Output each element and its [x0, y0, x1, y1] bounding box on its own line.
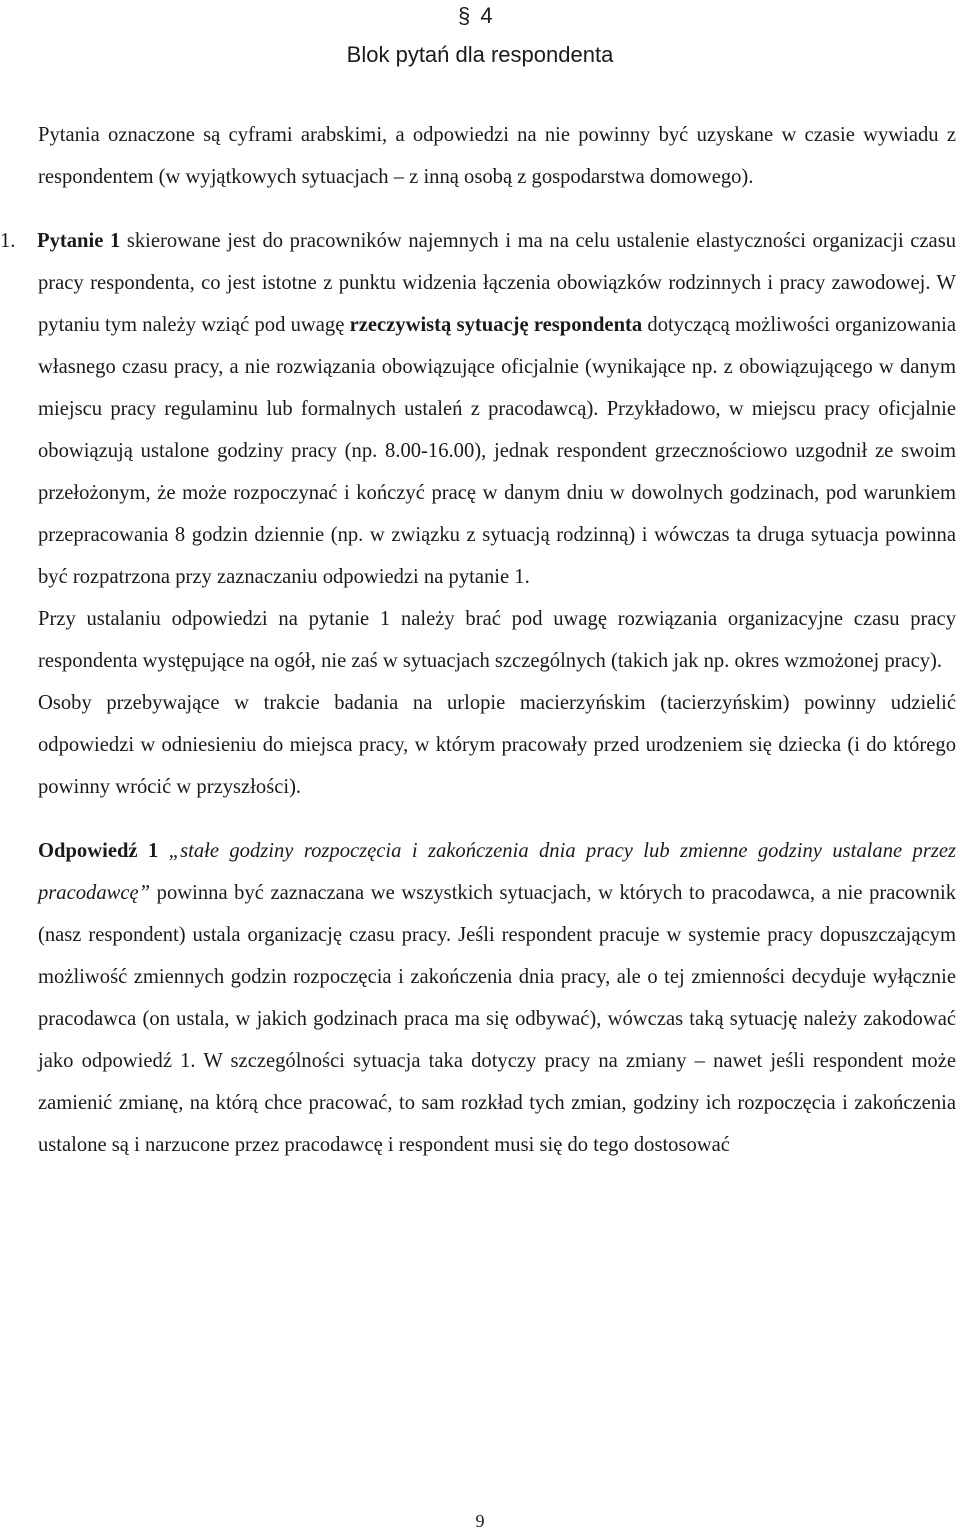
paragraph-4-text: powinna być zaznaczana we wszystkich sytuacjach, w których to pracodawca, a nie pracownik (nasz respondent) ustala organizację czasu pracy. Jeśli respondent pracuje w systemie pracy dopuszczającym możliwość zmiennych godzin rozpoczęcia i zakończenia dnia pracy, ale o tej zmienności decyduje wyłącznie pracodawca (on ustala, w jakich godzinach praca ma się odbywać), wówczas taką sytuację należy zakodować jako odpowiedź 1. W szczególności sytuacja taka dotyczy pracy na zmiany – nawet jeśli respondent może zamienić zmianę, na którą chce pracować, to sam rozkład tych zmian, godziny ich rozpoczęcia i zakończenia ustalone są i narzucone przez pracodawcę i respondent musi się do tego dostosować	[38, 882, 956, 1156]
section-marker: § 4	[458, 3, 495, 28]
paragraph-2: Przy ustalaniu odpowiedzi na pytanie 1 należy brać pod uwagę rozwiązania organizacyjne czasu pracy respondenta występujące na ogół, nie zaś w sytuacjach szczególnych (takich jak np. okres wzmożonej pracy).	[38, 608, 956, 672]
item1-text-b: dotyczącą możliwości organizowania własnego czasu pracy, a nie rozwiązania obowiązujące oficjalnie (wynikające np. z obowiązującego w danym miejscu pracy regulaminu lub formalnych ustaleń z pracodawcą). Przykładowo, w miejscu pracy oficjalnie obowiązują ustalone godziny pracy (np. 8.00-16.00), jednak respondent grzecznościowo uzgodnił ze swoim przełożonym, że może rozpoczynać i kończyć pracę w danym dniu w dowolnych godzinach, pod warunkiem przepracowania 8 godzin dziennie (np. w związku z sytuacją rodzinną) i wówczas ta druga sytuacja powinna być rozpatrzona przy zaznaczaniu odpowiedzi na pytanie 1.	[38, 314, 956, 588]
item1-text-a: skierowane jest do pracowników najemnych i ma na celu ustalenie elastyczności organizacji czasu pracy respondenta, co jest istotne z punktu widzenia łączenia obowiązków rodzinnych i pracy zawodowej. W pytaniu tym należy wziąć pod uwagę	[38, 230, 957, 336]
document-body	[0, 114, 957, 1166]
question-label: Pytanie 1	[37, 230, 121, 252]
answer-label: Odpowiedź 1	[38, 840, 159, 862]
page-title: Blok pytań dla respondenta	[346, 42, 614, 67]
list-item-number: 1.	[0, 230, 16, 252]
intro-paragraph: Pytania oznaczone są cyframi arabskimi, a odpowiedzi na nie powinny być uzyskane w czasie wywiadu z respondentem (w wyjątkowych sytuacjach – z inną osobą z gospodarstwa domowego).	[38, 124, 956, 188]
paragraph-4	[38, 830, 956, 1166]
paragraph-3: Osoby przebywające w trakcie badania na urlopie macierzyńskim (tacierzyńskim) powinny udzielić odpowiedzi w odniesieniu do miejsca pracy, w którym pracowały przed urodzeniem się dziecka (i do którego powinny wrócić w przyszłości).	[38, 692, 956, 798]
list-item-1	[0, 220, 957, 598]
answer-quote: „stałe godziny rozpoczęcia i zakończenia dnia pracy lub zmienne godziny ustalane przez pracodawcę”	[38, 840, 957, 904]
page-number: 9	[475, 1511, 485, 1531]
emphasis-phrase: rzeczywistą sytuację respondenta	[349, 314, 643, 336]
